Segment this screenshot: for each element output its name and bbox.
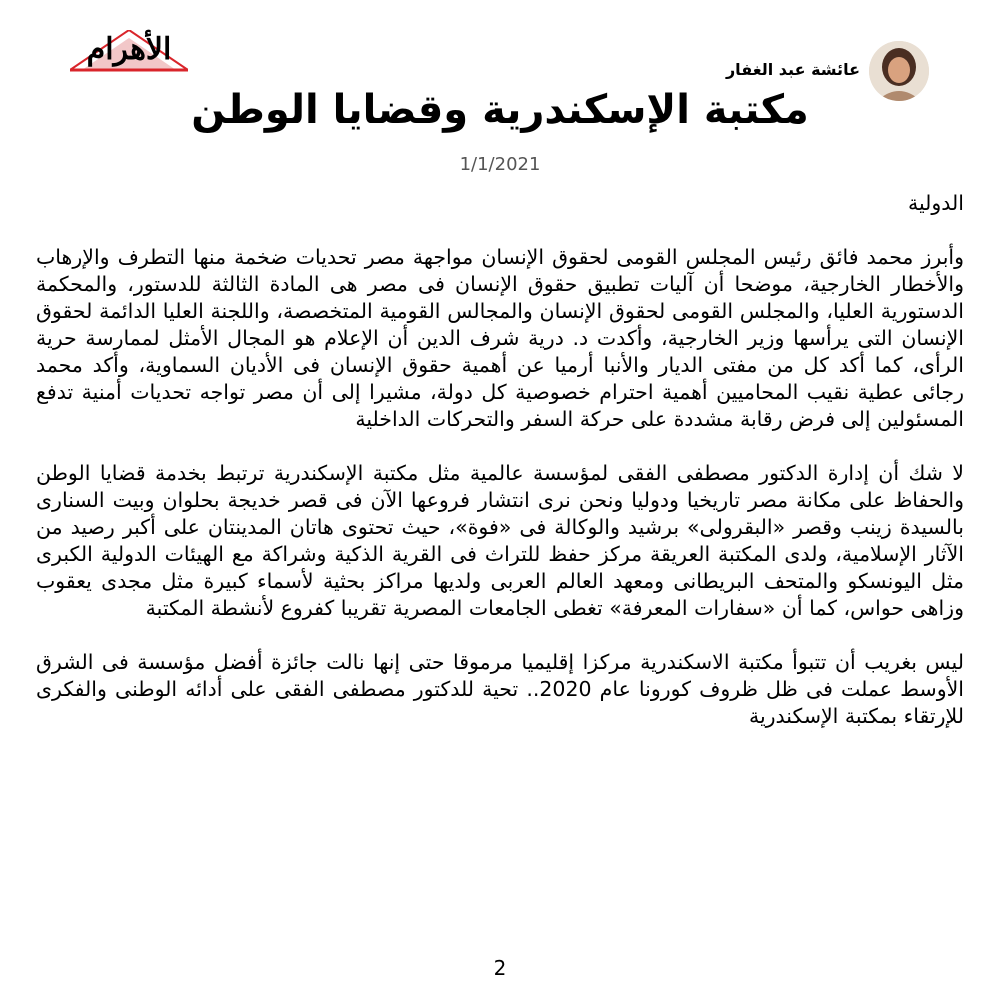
article-body [36,190,964,757]
article-paragraph: الدولية [907,191,964,215]
page-number: 2 [493,956,507,980]
publish-date: 1/1/2021 [459,154,541,175]
logo-text: الأهرام [86,32,172,67]
article-paragraph: وأبرز محمد فائق رئيس المجلس القومى لحقوق الإنسان مواجهة مصر تحديات ضخمة منها التطرف والإرهاب والأخطار الخارجية، موضحا أن آليات تطبيق حقوق الإنسان فى مصر هى المادة الثالثة للدستور، والمحكمة الدستورية العليا، والمجلس القومى لحقوق الإنسان والمجالس القومية المتخصصة، واللجنة العليا الدائمة لحقوق الإنسان التى يرأسها وزير الخارجية، وأكدت د. درية شرف الدين أن الإعلام هو المجال الأمثل لممارسة حرية الرأى، كما أكد كل من مفتى الديار والأنبا أرميا عن أهمية حقوق الإنسان فى الأديان السماوية، وأكد محمد رجائى عطية نقيب المحاميين أهمية احترام خصوصية كل دولة، مشيرا إلى أن مصر تواجه تحديات أمنية تدفع المسئولين إلى فرض رقابة مشددة على حركة السفر والتحركات الداخلية [36,245,964,431]
article-paragraph: لا شك أن إدارة الدكتور مصطفى الفقى لمؤسسة عالمية مثل مكتبة الإسكندرية ترتبط بخدمة قضايا الوطن والحفاظ على مكانة مصر تاريخيا ودوليا ونحن نرى انتشار فروعها الآن فى قصر خديجة بحلوان وبيت السنارى بالسيدة زينب وقصر «البقرولى» برشيد والوكالة فى «فوة»، حيث تحتوى هاتان المدينتان على أكبر رصيد من الآثار الإسلامية، ولدى المكتبة العريقة مركز حفظ للتراث فى القرية الذكية وشراكة مع الهيئات الدولية الكبرى مثل اليونسكو والمتحف البريطانى ومعهد العالم العربى ولديها مراكز بحثية لأسماء كبيرة مثل مجدى يعقوب وزاهى حواس، كما أن «سفارات المعرفة» تغطى الجامعات المصرية تقريبا كفروع لأنشطة المكتبة [36,461,964,620]
author-name: عائشة عبد الغفار [725,60,860,79]
article-title: مكتبة الإسكندرية وقضايا الوطن [191,87,809,133]
newspaper-logo [70,30,188,74]
article-paragraph: ليس بغريب أن تتبوأ مكتبة الاسكندرية مركزا إقليميا مرموقا حتى إنها نالت جائزة أفضل مؤسسة فى الشرق الأوسط عملت فى ظل ظروف كورونا عام 2020.. تحية للدكتور مصطفى الفقى على أدائه الوطنى والفكرى للإرتقاء بمكتبة الإسكندرية [36,650,965,728]
